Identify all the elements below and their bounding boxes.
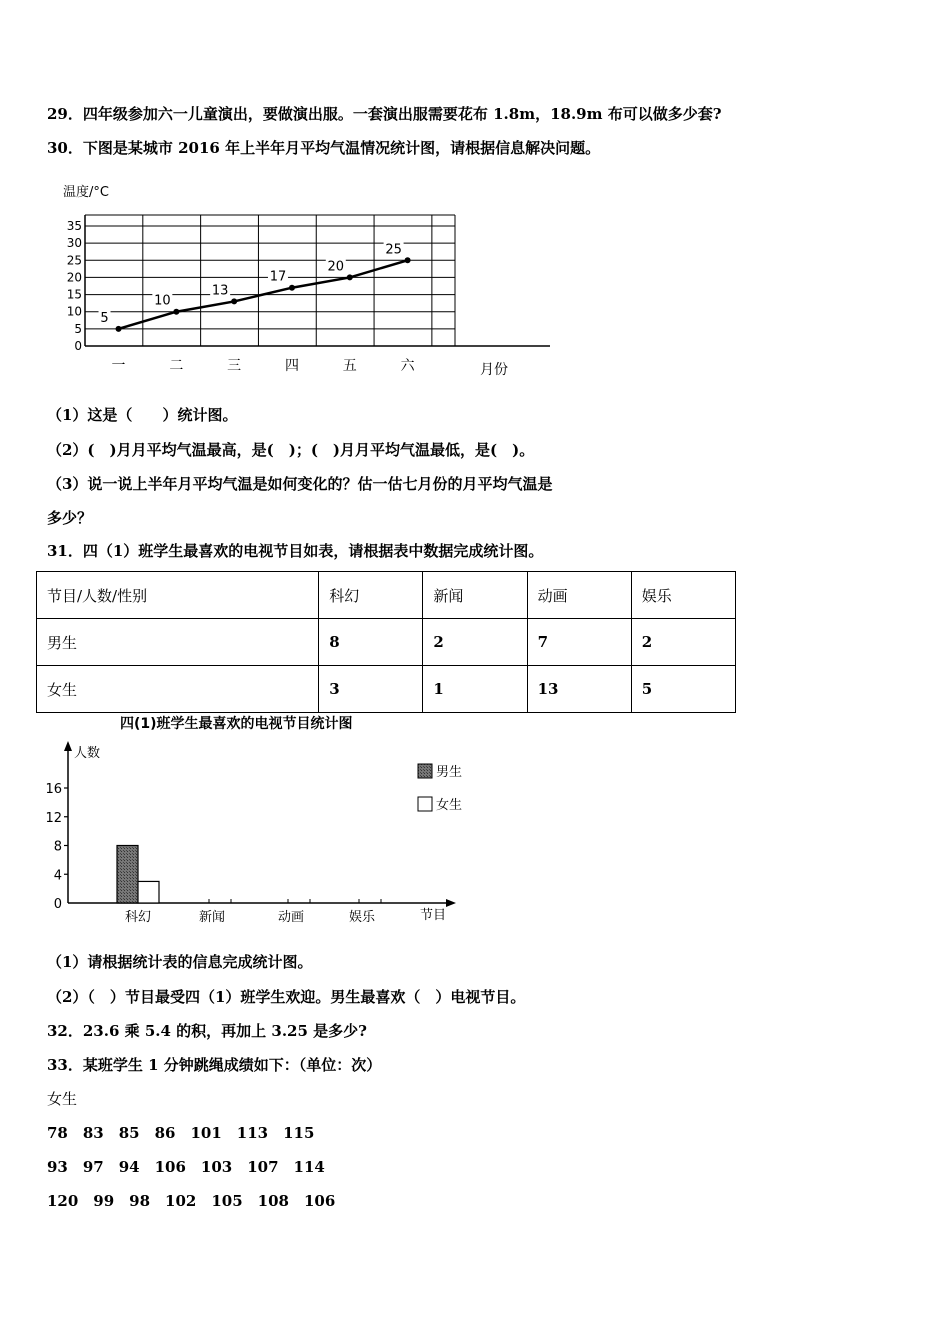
x-tick-label: 三 bbox=[227, 358, 242, 374]
y-tick-label: 16 bbox=[45, 782, 62, 797]
x-tick-label: 一 bbox=[111, 358, 126, 374]
bar-chart-ylabel: 人数 bbox=[74, 746, 101, 761]
table-header-cell: 动画 bbox=[527, 572, 631, 619]
data-point bbox=[405, 257, 411, 263]
legend-label-male: 男生 bbox=[436, 765, 463, 780]
question-30-sub3-cont: 多少？ bbox=[47, 509, 93, 527]
table-header-row bbox=[37, 572, 736, 619]
table-header-cell: 科幻 bbox=[319, 572, 423, 619]
y-tick-label: 35 bbox=[66, 219, 82, 233]
question-31-title: 31．四（1）班学生最喜欢的电视节目如表，请根据表中数据完成统计图。 bbox=[47, 542, 544, 560]
table-cell: 8 bbox=[319, 619, 423, 666]
data-label: 10 bbox=[154, 293, 171, 309]
score-row: 93 97 94 106 103 107 114 bbox=[47, 1158, 325, 1176]
data-point bbox=[347, 274, 353, 280]
bar-chart-title: 四(1)班学生最喜欢的电视节目统计图 bbox=[120, 716, 353, 732]
y-tick-label: 30 bbox=[66, 236, 82, 251]
data-point bbox=[289, 285, 295, 291]
table-row bbox=[37, 619, 736, 666]
tv-program-bar-chart bbox=[40, 713, 480, 928]
line-chart-xlabel: 月份 bbox=[480, 362, 508, 378]
table-cell: 2 bbox=[423, 619, 527, 666]
x-tick-label: 科幻 bbox=[124, 910, 152, 925]
question-32: 32．23.6 乘 5.4 的积，再加上 3.25 是多少? bbox=[47, 1022, 367, 1040]
legend-swatch-female bbox=[418, 797, 432, 811]
data-label: 5 bbox=[100, 310, 109, 326]
y-tick-label: 4 bbox=[53, 868, 62, 884]
y-tick-label: 8 bbox=[53, 839, 62, 855]
table-header-cell: 新闻 bbox=[423, 572, 527, 619]
x-tick-label: 五 bbox=[342, 358, 357, 374]
data-label: 13 bbox=[211, 283, 229, 299]
table-header-cell: 娱乐 bbox=[631, 572, 735, 619]
x-tick-label: 动画 bbox=[277, 910, 305, 925]
question-30-title: 30．下图是某城市 2016 年上半年月平均气温情况统计图，请根据信息解决问题。 bbox=[47, 139, 601, 157]
y-axis-arrow bbox=[64, 741, 72, 751]
table-row bbox=[37, 666, 736, 713]
x-tick-label: 二 bbox=[169, 358, 184, 374]
y-tick-label: 0 bbox=[53, 897, 62, 912]
score-row: 78 83 85 86 101 113 115 bbox=[47, 1124, 315, 1142]
table-cell: 13 bbox=[527, 666, 631, 713]
table-cell: 2 bbox=[631, 619, 735, 666]
x-tick-label: 四 bbox=[284, 358, 299, 374]
data-label: 25 bbox=[385, 242, 402, 258]
table-row-label: 男生 bbox=[37, 619, 319, 666]
table-row-label: 女生 bbox=[37, 666, 319, 713]
y-tick-label: 0 bbox=[74, 339, 82, 353]
legend-swatch-male bbox=[418, 764, 432, 778]
question-31-sub2: （2）（ ）节目最受四（1）班学生欢迎。男生最喜欢（ ）电视节目。 bbox=[47, 988, 526, 1006]
x-tick-label: 娱乐 bbox=[348, 910, 376, 925]
data-point bbox=[173, 309, 179, 315]
question-30-sub2: （2）( )月月平均气温最高，是( )；( )月月平均气温最低，是( )。 bbox=[47, 441, 535, 459]
line-chart-ylabel: 温度/°C bbox=[63, 185, 109, 200]
legend-label-female: 女生 bbox=[436, 798, 463, 813]
data-label: 20 bbox=[327, 259, 345, 275]
table-cell: 3 bbox=[319, 666, 423, 713]
question-29: 29．四年级参加六一儿童演出，要做演出服。一套演出服需要花布 1.8m，18.9m 布可以做多少套? bbox=[47, 105, 722, 123]
data-label: 17 bbox=[269, 269, 287, 285]
question-31-sub1: （1）请根据统计表的信息完成统计图。 bbox=[47, 953, 313, 971]
data-point bbox=[116, 326, 122, 332]
data-point bbox=[231, 298, 237, 304]
bar-female bbox=[138, 881, 159, 903]
tv-program-table bbox=[36, 571, 736, 713]
question-33-title: 33．某班学生 1 分钟跳绳成绩如下：（单位：次） bbox=[47, 1056, 382, 1074]
x-tick-label: 六 bbox=[400, 358, 415, 374]
y-tick-label: 5 bbox=[74, 321, 82, 336]
temperature-line-chart bbox=[55, 178, 555, 378]
question-30-sub1: （1）这是（ ）统计图。 bbox=[47, 406, 238, 424]
x-axis-arrow bbox=[446, 899, 456, 907]
question-30-sub3: （3）说一说上半年月平均气温是如何变化的？估一估七月份的月平均气温是 bbox=[47, 475, 553, 493]
table-cell: 5 bbox=[631, 666, 735, 713]
bar-male bbox=[117, 846, 138, 904]
y-tick-label: 25 bbox=[66, 253, 82, 268]
bar-chart-xlabel: 节目 bbox=[420, 908, 447, 923]
table-header-cell: 节目/人数/性别 bbox=[37, 572, 319, 619]
y-tick-label: 12 bbox=[45, 810, 62, 826]
y-tick-label: 15 bbox=[66, 287, 82, 302]
table-cell: 1 bbox=[423, 666, 527, 713]
table-cell: 7 bbox=[527, 619, 631, 666]
y-tick-label: 10 bbox=[66, 304, 82, 319]
question-33-group-label: 女生 bbox=[47, 1090, 78, 1108]
x-tick-label: 新闻 bbox=[198, 910, 226, 925]
score-row: 120 99 98 102 105 108 106 bbox=[47, 1192, 336, 1210]
y-tick-label: 20 bbox=[66, 270, 82, 285]
